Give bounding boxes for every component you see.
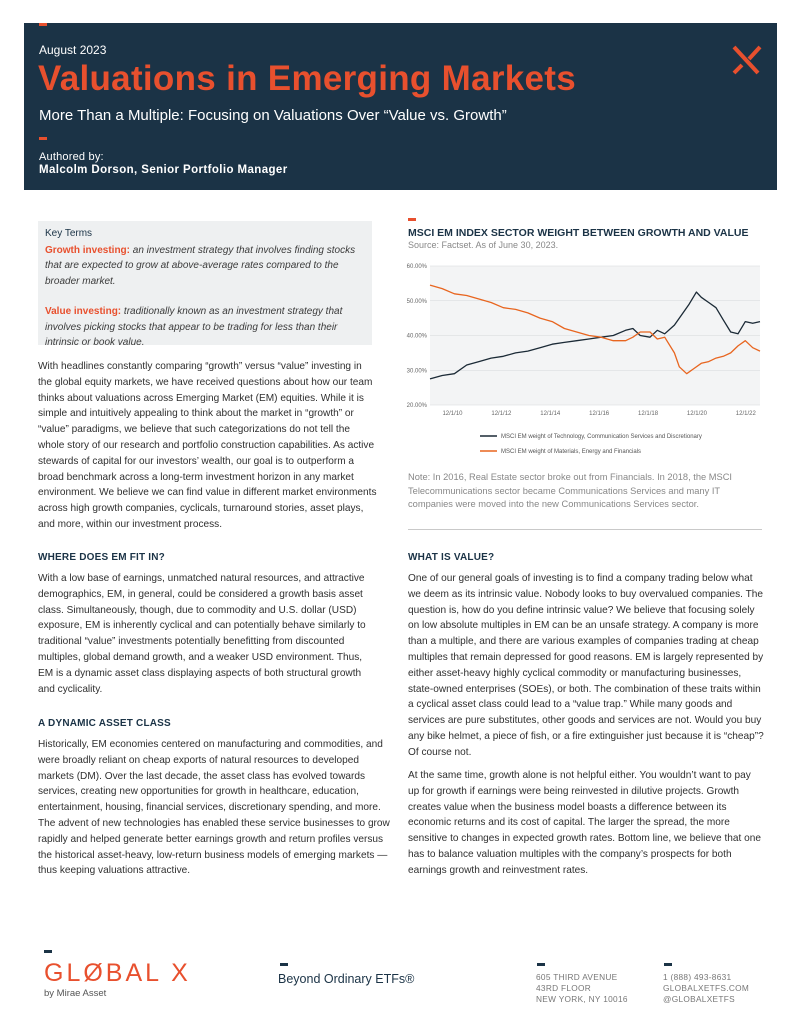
legend-label: MSCI EM weight of Technology, Communication Services and Discretionary xyxy=(501,434,702,440)
section-heading-dynamic: A DYNAMIC ASSET CLASS xyxy=(38,718,171,729)
y-tick-label: 40.00% xyxy=(406,333,427,340)
y-tick-label: 30.00% xyxy=(406,368,427,375)
footer-address xyxy=(536,972,628,1006)
value-investing-text: traditionally known as an investment strategy that involves picking stocks that appear to be trading for less than their intrinsic or book value. xyxy=(45,306,343,348)
value-investing-definition xyxy=(45,304,365,351)
y-tick-label: 20.00% xyxy=(406,403,427,409)
value-investing-term: Value investing: xyxy=(45,306,122,317)
website-link[interactable]: GLOBALXETFS.COM xyxy=(663,983,750,994)
key-terms-box xyxy=(38,221,372,348)
section-text-what-is-value-2: At the same time, growth alone is not helpful either. You wouldn’t want to pay up for growth if earnings were being reinvested in dilutive projects. Growth creates value when the business model boasts a difference between its economic returns and its cost of capital. The larger the spread, the more sensitive to changes in expected growth rates. Bottom line, we believe that one has to balance valuation multiples with the company’s prospects for both earnings growth and reinvestment rates. xyxy=(408,770,761,876)
report-header xyxy=(24,23,777,190)
global-x-logo xyxy=(44,959,191,999)
phone-number[interactable]: 1 (888) 493-8631 xyxy=(663,972,732,982)
address-line: 605 THIRD AVENUE xyxy=(536,972,618,982)
section-heading-what-is-value: WHAT IS VALUE? xyxy=(408,552,495,563)
address-line: NEW YORK, NY 10016 xyxy=(536,994,628,1005)
key-terms-heading: Key Terms xyxy=(45,228,93,239)
report-date: August 2023 xyxy=(39,43,107,57)
address-line: 43RD FLOOR xyxy=(536,983,592,994)
accent-tick xyxy=(280,963,288,966)
x-tick-label: 12/1/16 xyxy=(589,411,610,417)
growth-investing-term: Growth investing: xyxy=(45,244,130,256)
footer-contact xyxy=(663,972,749,1006)
chart-note: Note: In 2016, Real Estate sector broke out from Financials. In 2018, the MSCI Telecommunications sector became Communications Services and many IT companies were moved into the new Communications Services sector. xyxy=(408,472,733,509)
accent-tick xyxy=(39,137,47,140)
line-chart xyxy=(404,258,764,460)
section-text-em-fit: With a low base of earnings, unmatched natural resources, and attractive demographics, EM, in general, could be considered a growth basis asset class. Simultaneously, though, due to commodity and U.S. dollar (USD) exposure, EM is inherently cyclical and can potentially behave similarly to traditional “value” investments potentially benefitting from discounted multiples, global demand growth, and a weaker USD environment. Thus, EM is a dynamic asset class displaying aspects of both structural growth and cyclicality. xyxy=(38,573,366,695)
x-mark-icon xyxy=(732,43,762,77)
x-tick-label: 12/1/10 xyxy=(442,411,463,417)
x-tick-label: 12/1/12 xyxy=(491,411,512,417)
logo-wordmark: GLØBAL X xyxy=(44,959,191,987)
x-tick-label: 12/1/18 xyxy=(638,411,659,417)
author-name: Malcolm Dorson, Senior Portfolio Manager xyxy=(39,164,288,176)
chart-title: MSCI EM INDEX SECTOR WEIGHT BETWEEN GROWTH AND VALUE xyxy=(408,227,749,239)
accent-tick xyxy=(408,218,416,221)
growth-investing-definition xyxy=(45,243,365,290)
section-heading-em-fit: WHERE DOES EM FIT IN? xyxy=(38,552,165,563)
divider xyxy=(408,529,762,530)
accent-tick xyxy=(537,963,545,966)
social-handle[interactable]: @GLOBALXETFS xyxy=(663,994,735,1005)
report-title: Valuations in Emerging Markets xyxy=(38,59,577,98)
intro-paragraph: With headlines constantly comparing “growth” versus “value” investing in the global equity markets, we have received questions about how our team thinks about valuations across Emerging Market (EM) equities. While it is simple and intuitively appealing to think about the market in “growth” or “value” paradigms, we believe that such categorizations do not tell the whole story of our research and portfolio construction capabilities. As active stewards of capital for our investors’ wealth, our goal is to outperform a broad benchmark across a long-term investment horizon in any market environment. We believe we can find value in different market environments across high growth companies, cyclicals, turnaround stories, asset plays, and more, within our investment process. xyxy=(38,361,377,530)
report-subtitle: More Than a Multiple: Focusing on Valuations Over “Value vs. Growth” xyxy=(39,107,507,124)
x-tick-label: 12/1/22 xyxy=(735,411,756,417)
authored-by-label: Authored by: xyxy=(39,151,104,163)
logo-subtext: by Mirae Asset xyxy=(44,988,107,999)
section-text-dynamic: Historically, EM economies centered on manufacturing and commodities, and were broadly reliant on cheap exports of natural resources to developed markets (DM). Over the last decade, the asset class has evolved towards services, creating new opportunities for growth in healthcare, education, entertainment, housing, financial services, discretionary spending, and more. The advent of new technologies has enabled these service businesses to grow rapidly and helped generate better earnings growth and return profiles versus the historical asset-heavy, low-return business models of emerging markets — thus keeping valuations attractive. xyxy=(38,739,390,877)
y-tick-label: 50.00% xyxy=(406,298,427,305)
accent-tick xyxy=(39,23,47,26)
accent-tick xyxy=(44,950,52,953)
sector-weight-chart xyxy=(404,258,764,460)
accent-tick xyxy=(664,963,672,966)
section-text-what-is-value-1: One of our general goals of investing is to find a company trading below what we deem as its intrinsic value. Nobody looks to buy overvalued companies. The question is, how do you define intrinsic value? We believe that focusing solely on low absolute multiples in EM can be an unsafe strategy. A company is more than a multiple, and there are various examples of companies trading at cheap multiples that remain depressed for good reasons. EM is largely represented by either asset-heavy highly cyclical commodity or manufacturing businesses, state-owned enterprises (SOEs), or both. The combination of these traits within a cyclical asset class could lead to a “value trap.” While many goods and services are pure substitutes, other goods and services are not. Would you buy any bike helmet, a piece of fish, or a fire extinguisher just because it is “cheap”? Of course not. xyxy=(408,573,764,758)
x-tick-label: 12/1/20 xyxy=(686,411,707,417)
footer-tagline: Beyond Ordinary ETFs® xyxy=(278,972,415,986)
legend-label: MSCI EM weight of Materials, Energy and Financials xyxy=(501,449,642,455)
y-tick-label: 60.00% xyxy=(406,264,427,270)
chart-source: Source: Factset. As of June 30, 2023. xyxy=(408,240,559,250)
growth-investing-text: an investment strategy that involves finding stocks that are expected to grow at above-average rates compared to the broader market. xyxy=(45,244,356,287)
x-tick-label: 12/1/14 xyxy=(540,411,561,417)
